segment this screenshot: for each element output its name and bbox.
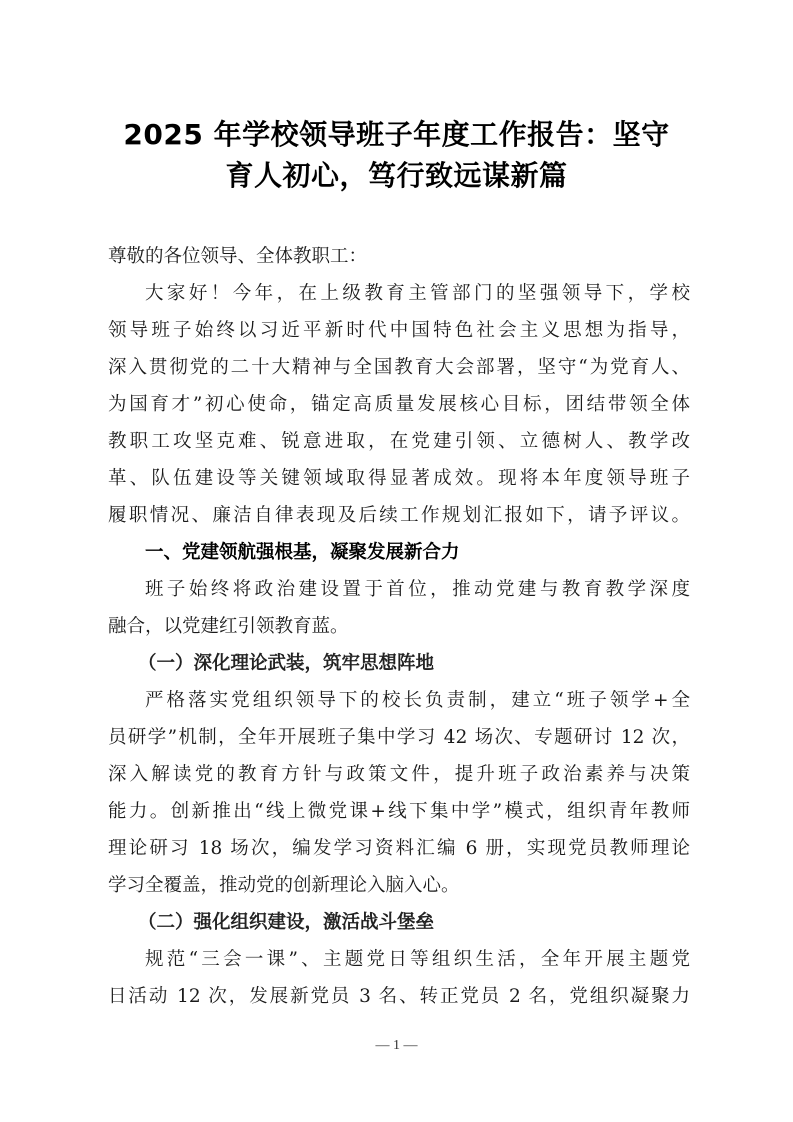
body-line: 能力。创新推出“线上微党课+线下集中学”模式，组织青年教师 [108,801,690,822]
page-number: — 1 — [375,1038,418,1053]
title-line-1: 2025 年学校领导班子年度工作报告：坚守 [123,118,670,151]
body-line: 严格落实党组织领导下的校长负责制，建立“班子领学+全 [145,690,690,711]
section-heading-1: 一、党建领航强根基，凝聚发展新合力 [145,542,460,563]
body-line: 融合，以党建红引领教育蓝。 [108,616,349,637]
body-line: 深入贯彻党的二十大精神与全国教育大会部署，坚守“为党育人、 [108,357,690,378]
salutation: 尊敬的各位领导、全体教职工： [108,246,368,267]
subsection-heading-1: （一）深化理论武装，筑牢思想阵地 [138,653,435,674]
body-line: 规范“三会一课”、主题党日等组织生活，全年开展主题党 [145,949,690,970]
body-line: 深入解读党的教育方针与政策文件，提升班子政治素养与决策 [108,764,690,785]
body-line: 理论研习 18 场次，编发学习资料汇编 6 册，实现党员教师理论 [108,838,690,859]
document-title [100,114,693,196]
body-line: 教职工攻坚克难、锐意进取，在党建引领、立德树人、教学改 [108,431,690,452]
document-body [108,238,690,1015]
body-line: 学习全覆盖，推动党的创新理论入脑入心。 [108,875,460,896]
body-line: 员研学”机制，全年开展班子集中学习 42 场次、专题研讨 12 次， [108,727,690,748]
body-line: 履职情况、廉洁自律表现及后续工作规划汇报如下，请予评议。 [108,505,690,526]
body-line: 班子始终将政治建设置于首位，推动党建与教育教学深度 [145,579,690,600]
title-line-2: 育人初心，笃行致远谋新篇 [225,159,568,192]
body-line: 为国育才”初心使命，锚定高质量发展核心目标，团结带领全体 [108,394,690,415]
body-line: 领导班子始终以习近平新时代中国特色社会主义思想为指导， [108,320,690,341]
body-line: 革、队伍建设等关键领域取得显著成效。现将本年度领导班子 [108,468,690,489]
body-line: 大家好！今年，在上级教育主管部门的坚强领导下，学校 [145,283,690,304]
subsection-heading-2: （二）强化组织建设，激活战斗堡垒 [138,912,435,933]
body-line: 日活动 12 次，发展新党员 3 名、转正党员 2 名，党组织凝聚力 [108,986,690,1007]
